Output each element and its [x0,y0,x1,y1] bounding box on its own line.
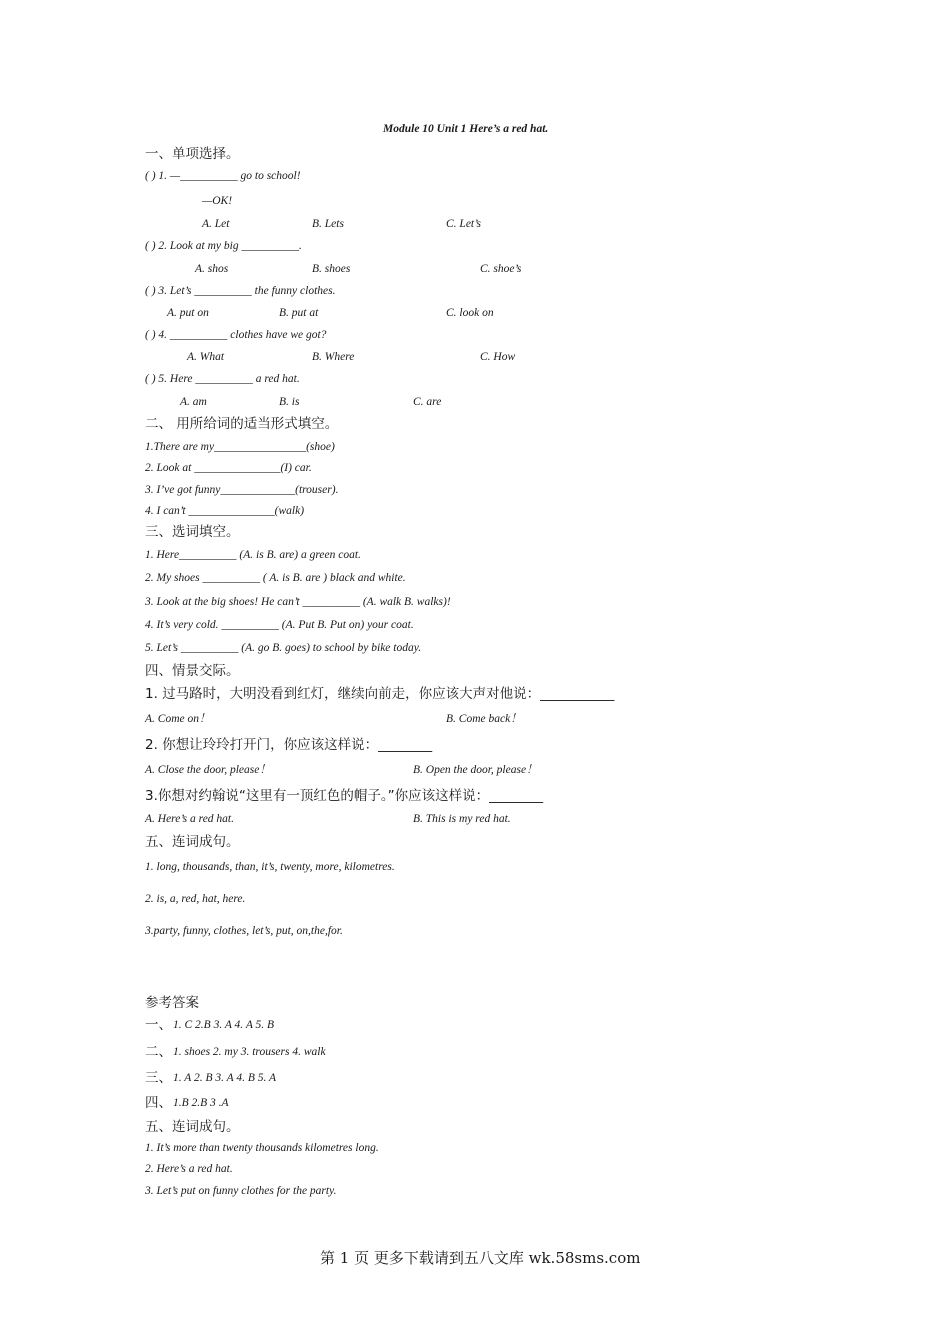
section5-heading: 五、连词成句。 [145,834,240,850]
option-a: A. Let [202,218,230,230]
dialogue-option-a: A. Close the door, please！ [145,764,271,776]
dialogue-question: 2. 你想让玲玲打开门，你应该这样说：________ [145,737,433,753]
answer-sentence: 3. Let’s put on funny clothes for the party. [145,1185,337,1197]
option-c: C. look on [446,307,494,319]
dialogue-option-b: B. Come back！ [446,713,522,725]
question-stem: ( ) 3. Let’s __________ the funny clothes. [145,285,336,297]
question-stem: ( ) 5. Here __________ a red hat. [145,373,300,385]
option-a: A. put on [167,307,209,319]
answer-sentence: 2. Here’s a red hat. [145,1163,233,1175]
answers-sub-heading: 五、连词成句。 [145,1119,240,1135]
answer-line: 1. C 2.B 3. A 4. A 5. B [173,1019,275,1031]
section3-heading: 三、选词填空。 [145,524,240,540]
option-c: C. shoe’s [480,263,522,275]
answer-prefix: 四、 [145,1095,172,1111]
dialogue-option-a: A. Here’s a red hat. [145,813,235,825]
option-b: B. Lets [312,218,344,230]
choice-item: 3. Look at the big shoes! He can’t __________ (A. walk B. walks)! [145,596,451,608]
dialogue-option-b: B. This is my red hat. [413,813,511,825]
question-stem: ( ) 4. __________ clothes have we got? [145,329,327,341]
answer-line: 1. shoes 2. my 3. trousers 4. walk [173,1046,326,1058]
dialogue-question: 3.你想对约翰说“这里有一顶红色的帽子。”你应该这样说：________ [145,788,544,804]
choice-item: 4. It’s very cold. __________ (A. Put B. Put on) your coat. [145,619,414,631]
option-b: B. Where [312,351,355,363]
dialogue-question: 1. 过马路时，大明没看到红灯，继续向前走，你应该大声对他说：___________ [145,686,615,702]
section1-heading: 一、单项选择。 [145,146,240,162]
fill-item: 3. I’ve got funny_____________(trouser). [145,484,339,496]
choice-item: 5. Let’s __________ (A. go B. goes) to school by bike today. [145,642,422,654]
option-b: B. is [279,396,300,408]
question-stem: ( ) 2. Look at my big __________. [145,240,302,252]
word-order-item: 3.party, funny, clothes, let’s, put, on,the,for. [145,925,343,937]
option-c: C. How [480,351,516,363]
fill-item: 2. Look at _______________(I) car. [145,462,312,474]
page-title: Module 10 Unit 1 Here’s a red hat. [383,123,549,135]
answers-heading: 参考答案 [145,995,199,1011]
option-a: A. What [187,351,225,363]
answer-prefix: 一、 [145,1017,172,1033]
section4-heading: 四、情景交际。 [145,663,240,679]
answer-prefix: 二、 [145,1044,172,1060]
answer-prefix: 三、 [145,1070,172,1086]
option-c: C. are [413,396,442,408]
choice-item: 1. Here__________ (A. is B. are) a green coat. [145,549,361,561]
option-a: A. shos [195,263,229,275]
answer-sentence: 1. It’s more than twenty thousands kilometres long. [145,1142,379,1154]
fill-item: 4. I can’t _______________(walk) [145,505,305,517]
option-b: B. shoes [312,263,351,275]
word-order-item: 2. is, a, red, hat, here. [145,893,246,905]
answer-line: 1. A 2. B 3. A 4. B 5. A [173,1072,277,1084]
question-stem: ( ) 1. —__________ go to school! [145,170,301,182]
fill-item: 1.There are my________________(shoe) [145,441,335,453]
section2-heading: 二、 用所给词的适当形式填空。 [145,416,339,432]
word-order-item: 1. long, thousands, than, it’s, twenty, more, kilometres. [145,861,395,873]
question-stem-reply: —OK! [202,195,233,207]
dialogue-option-a: A. Come on！ [145,713,211,725]
dialogue-option-b: B. Open the door, please！ [413,764,538,776]
page-footer: 第 1 页 更多下载请到五八文库 wk.58sms.com [320,1249,641,1267]
answer-line: 1.B 2.B 3 .A [173,1097,229,1109]
choice-item: 2. My shoes __________ ( A. is B. are ) black and white. [145,572,406,584]
option-a: A. am [180,396,207,408]
option-c: C. Let’s [446,218,481,230]
option-b: B. put at [279,307,319,319]
